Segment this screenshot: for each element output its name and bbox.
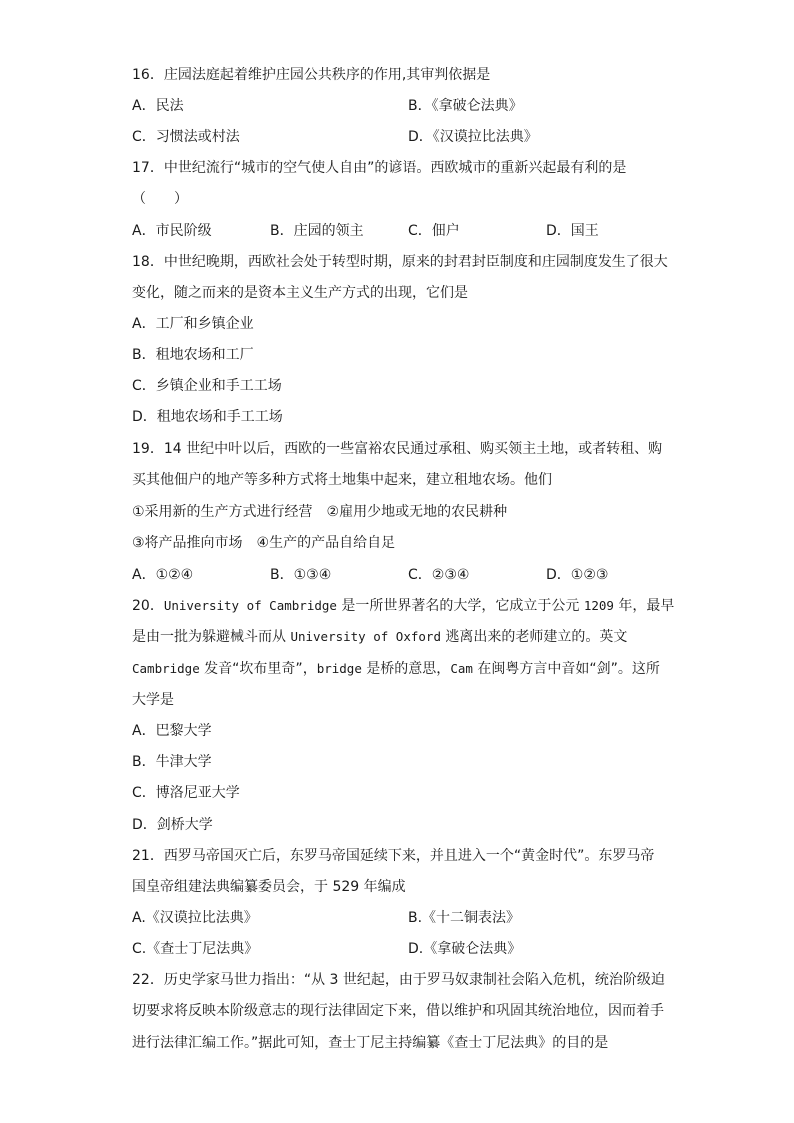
question-21-option-d: D.《拿破仑法典》 xyxy=(408,941,522,957)
question-19-option-d: D．①②③ xyxy=(546,567,609,583)
english-word-cambridge: Cambridge xyxy=(132,661,200,676)
question-22-stem-line-2: 切要求将反映本阶级意志的现行法律固定下来，借以维护和巩固其统治地位，因而着手 xyxy=(132,1003,664,1019)
english-word-cam: Cam xyxy=(450,661,473,676)
question-17-stem: 17．中世纪流行“城市的空气使人自由”的谚语。西欧城市的重新兴起最有利的是 xyxy=(132,160,627,176)
question-20-stem-line-4: 大学是 xyxy=(132,692,174,708)
english-name-cambridge: University of Cambridge xyxy=(163,598,337,613)
question-19-statements-1-2: ①采用新的生产方式进行经营 ②雇用少地或无地的农民耕种 xyxy=(132,504,508,520)
question-19-stem-continued: 买其他佃户的地产等多种方式将土地集中起来，建立租地农场。他们 xyxy=(132,472,552,488)
question-16-option-b: B．《拿破仑法典》 xyxy=(408,98,523,114)
question-18-stem-continued: 变化，随之而来的是资本主义生产方式的出现，它们是 xyxy=(132,285,468,301)
question-17-option-b: B．庄园的领主 xyxy=(270,223,364,239)
question-16-option-c: C．习惯法或村法 xyxy=(132,129,240,145)
stem-text: 发音“坎布里奇”， xyxy=(199,661,317,677)
question-22-stem: 22．历史学家马世力指出：“从 3 世纪起，由于罗马奴隶制社会陷入危机，统治阶级迫 xyxy=(132,972,665,988)
question-16-option-a: A．民法 xyxy=(132,98,184,114)
stem-text: 是由一批为躲避械斗而从 xyxy=(132,629,291,645)
question-number: 20． xyxy=(132,598,164,614)
stem-text: 在闽粤方言中音如“剑”。这所 xyxy=(472,661,660,677)
question-17-option-d: D．国王 xyxy=(546,223,599,239)
question-20-stem xyxy=(132,596,674,616)
english-name-oxford: University of Oxford xyxy=(290,629,441,644)
question-18-option-a: A．工厂和乡镇企业 xyxy=(132,316,254,332)
question-21-stem: 21．西罗马帝国灭亡后，东罗马帝国延续下来，并且进入一个“黄金时代”。东罗马帝 xyxy=(132,848,655,864)
question-21-option-b: B.《十二铜表法》 xyxy=(408,910,521,926)
founding-year: 1209 xyxy=(583,598,614,613)
question-16-option-d: D．《汉谟拉比法典》 xyxy=(408,129,538,145)
question-22-stem-line-3: 进行法律汇编工作。”据此可知，查士丁尼主持编纂《查士丁尼法典》的目的是 xyxy=(132,1035,609,1051)
question-18-option-d: D．租地农场和手工工场 xyxy=(132,409,283,425)
question-18-stem: 18．中世纪晚期，西欧社会处于转型时期，原来的封君封臣制度和庄园制度发生了很大 xyxy=(132,254,668,270)
question-21-option-a: A.《汉谟拉比法典》 xyxy=(132,910,258,926)
stem-text: 年，最早 xyxy=(613,598,675,614)
question-18-option-b: B．租地农场和工厂 xyxy=(132,347,254,363)
question-19-option-b: B．①③④ xyxy=(270,567,332,583)
question-19-option-c: C．②③④ xyxy=(408,567,470,583)
question-21-stem-continued: 国皇帝组建法典编纂委员会，于 529 年编成 xyxy=(132,879,406,895)
question-20-stem-line-2 xyxy=(132,627,627,647)
question-20-option-b: B．牛津大学 xyxy=(132,754,212,770)
stem-text: 逃离出来的老师建立的。英文 xyxy=(440,629,628,645)
question-20-stem-line-3 xyxy=(132,659,660,679)
question-19-option-a: A．①②④ xyxy=(132,567,194,583)
question-17-answer-blank: （ ） xyxy=(132,191,188,207)
question-17-option-a: A．市民阶级 xyxy=(132,223,212,239)
question-19-statements-3-4: ③将产品推向市场 ④生产的产品自给自足 xyxy=(132,535,396,551)
stem-text: 是桥的意思， xyxy=(361,661,451,677)
question-16-stem: 16．庄园法庭起着维护庄园公共秩序的作用,其审判依据是 xyxy=(132,67,491,83)
english-word-bridge: bridge xyxy=(316,661,362,676)
question-17-option-c: C．佃户 xyxy=(408,223,460,239)
question-20-option-d: D．剑桥大学 xyxy=(132,817,213,833)
stem-text: 是一所世界著名的大学，它成立于公元 xyxy=(336,598,584,614)
question-18-option-c: C．乡镇企业和手工工场 xyxy=(132,378,282,394)
question-20-option-c: C．博洛尼亚大学 xyxy=(132,785,240,801)
question-20-option-a: A．巴黎大学 xyxy=(132,723,212,739)
question-21-option-c: C.《查士丁尼法典》 xyxy=(132,941,259,957)
question-19-stem: 19．14 世纪中叶以后，西欧的一些富裕农民通过承租、购买领主土地，或者转租、购 xyxy=(132,441,663,457)
